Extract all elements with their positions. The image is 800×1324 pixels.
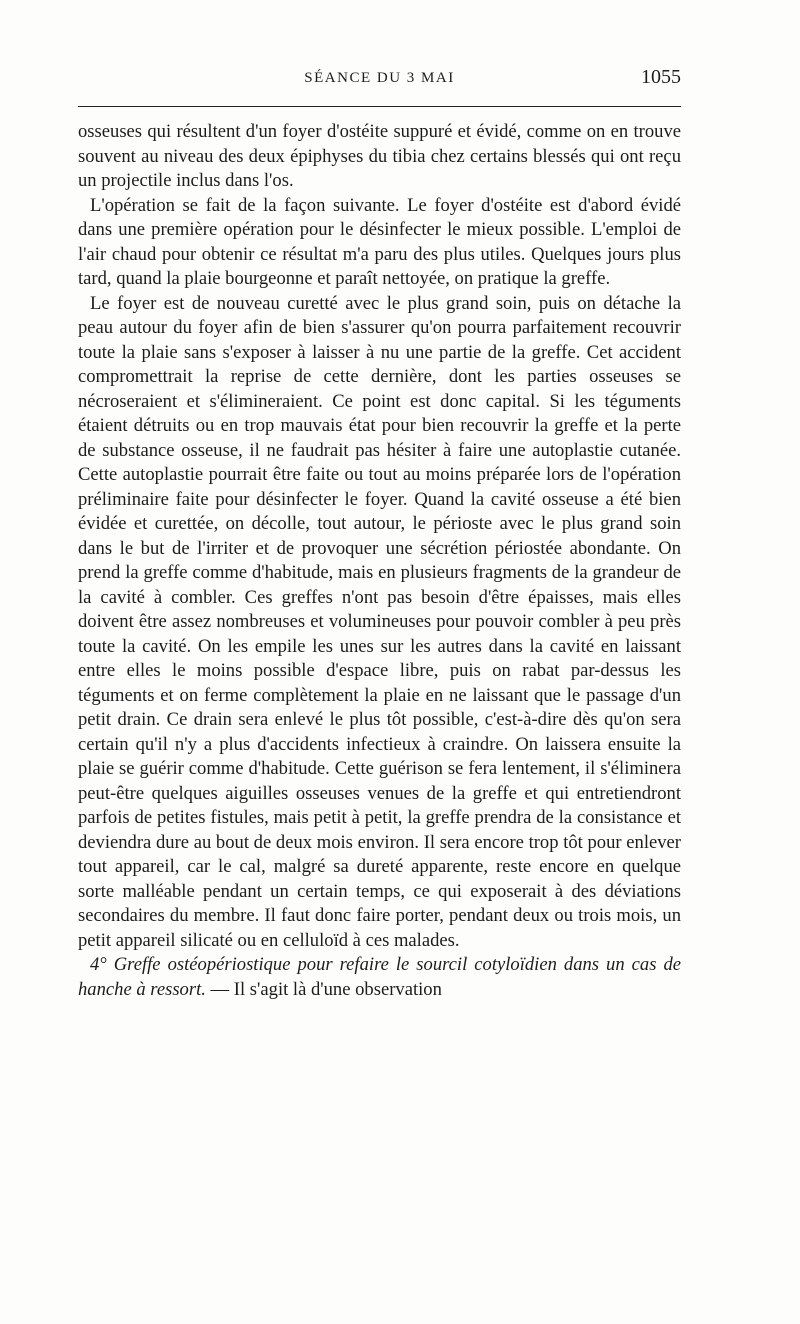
- running-title: SÉANCE DU 3 MAI: [304, 70, 455, 86]
- paragraph: osseuses qui résultent d'un foyer d'ostéite suppuré et évidé, comme on en trouve souvent au niveau des deux épiphyses du tibia chez certains blessés qui ont reçu un projectile inclus dans l'os.: [78, 121, 681, 191]
- section-heading: 4° Greffe ostéopériostique pour refaire le sourcil cotyloïdien dans un cas de hanche à ressort.: [78, 954, 681, 1000]
- paragraph: [78, 953, 681, 1002]
- running-head: [78, 66, 681, 96]
- paragraph: L'opération se fait de la façon suivante. Le foyer d'ostéite est d'abord évidé dans une première opération pour le désinfecter le mieux possible. L'emploi de l'air chaud pour obtenir ce résultat m'a paru des plus utiles. Quelques jours plus tard, quand la plaie bourgeonne et paraît nettoyée, on pratique la greffe.: [78, 194, 681, 289]
- body-text: [78, 120, 681, 1002]
- page-number: 1055: [641, 66, 681, 88]
- paragraph: Le foyer est de nouveau curetté avec le plus grand soin, puis on détache la peau autour du foyer afin de bien s'assurer qu'on pourra parfaitement recouvrir toute la plaie sans s'exposer à laisser à nu une partie de la greffe. Cet accident compromettrait la reprise de cette dernière, dont les parties osseuses se nécroseraient et s'élimineraient. Ce point est donc capital. Si les téguments étaient détruits ou en trop mauvais état pour bien recouvrir la greffe et la perte de substance osseuse, il ne faudrait pas hésiter à faire une autoplastie cutanée. Cette autoplastie pourrait être faite ou tout au moins préparée lors de l'opération préliminaire faite pour désinfecter le foyer. Quand la cavité osseuse a été bien évidée et curettée, on décolle, tout autour, le périoste avec le plus grand soin dans le but de l'irriter et de provoquer une sécrétion périostée abondante. On prend la greffe comme d'habitude, mais en plusieurs fragments de la grandeur de la cavité à combler. Ces greffes n'ont pas besoin d'être épaisses, mais elles doivent être assez nombreuses et volumineuses pour pouvoir combler à peu près toute la cavité. On les empile les unes sur les autres dans la cavité en laissant entre elles le moins possible d'espace libre, puis on rabat par-dessus les téguments et on ferme complètement la plaie en ne laissant que le passage d'un petit drain. Ce drain sera enlevé le plus tôt possible, c'est-à-dire dès qu'on sera certain qu'il n'y a plus d'accidents infectieux à craindre. On laissera ensuite la plaie se guérir comme d'habitude. Cette guérison se fera lentement, il s'éliminera peut-être quelques aiguilles osseuses venues de la greffe et qui entretiendront parfois de petites fistules, mais petit à petit, la greffe prendra de la consistance et deviendra dure au bout de deux mois environ. Il sera encore trop tôt pour enlever tout appareil, car le cal, malgré sa dureté apparente, reste encore en quelque sorte malléable pendant un certain temps, ce qui exposerait à des déviations secondaires du membre. Il faut donc faire porter, pendant deux ou trois mois, un petit appareil silicaté ou en celluloïd à ces malades.: [78, 292, 681, 951]
- paragraph-text: — Il s'agit là d'une observation: [205, 978, 442, 1000]
- header-rule: [78, 106, 681, 107]
